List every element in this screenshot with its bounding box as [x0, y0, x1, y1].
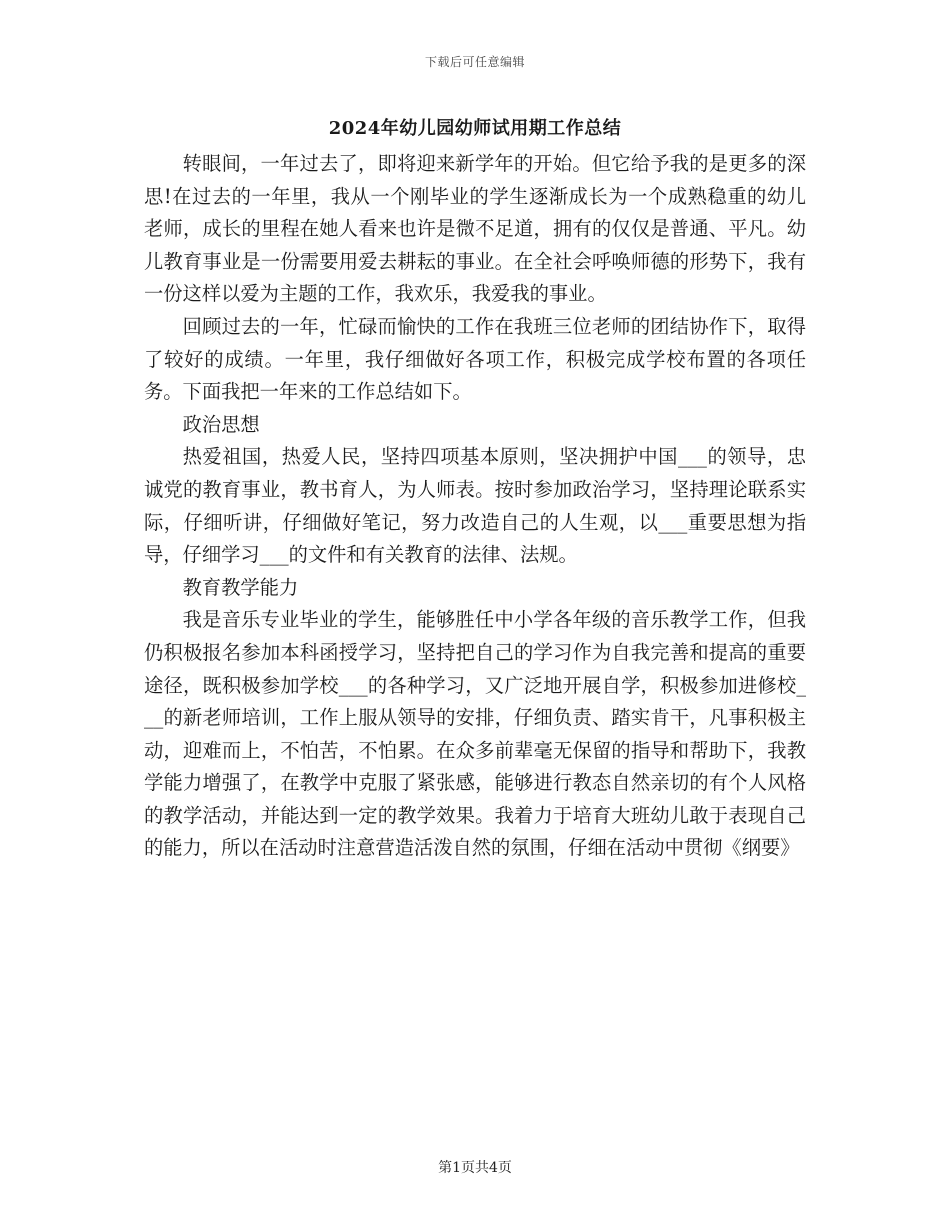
paragraph-teaching: 我是音乐专业毕业的学生，能够胜任中小学各年级的音乐教学工作，但我仍积极报名参加本科函授学习，坚持把自己的学习作为自我完善和提高的重要途径，既积极参加学校___的各种学习，又广泛地开展自学，积极参加进修校___的新老师培训，工作上服从领导的安排，仔细负责、踏实肯干，凡事积极主动，迎难而上，不怕苦，不怕累。在众多前辈毫无保留的指导和帮助下，我教学能力增强了，在教学中克服了紧张感，能够进行教态自然亲切的有个人风格的教学活动，并能达到一定的教学效果。我着力于培育大班幼儿敢于表现自己的能力，所以在活动时注意营造活泼自然的氛围，仔细在活动中贯彻《纲要》	[144, 608, 806, 860]
paragraph-politics: 热爱祖国，热爱人民，坚持四项基本原则，坚决拥护中国___的领导，忠诚党的教育事业，教书育人，为人师表。按时参加政治学习，坚持理论联系实际，仔细听讲，仔细做好笔记，努力改造自己的人生观，以___重要思想为指导，仔细学习___的文件和有关教育的法律、法规。	[144, 445, 806, 567]
section-heading-teaching: 教育教学能力	[182, 575, 299, 599]
paragraph-intro: 转眼间，一年过去了，即将迎来新学年的开始。但它给予我的是更多的深思!在过去的一年里，我从一个刚毕业的学生逐渐成长为一个成熟稳重的幼儿老师，成长的里程在她人看来也许是微不足道，拥有的仅仅是普通、平凡。幼儿教育事业是一份需要用爱去耕耘的事业。在全社会呼唤师德的形势下，我有一份这样以爱为主题的工作，我欢乐，我爱我的事业。	[144, 152, 806, 306]
document-body	[144, 148, 806, 865]
section-heading-politics: 政治思想	[182, 412, 260, 436]
document-title: 2024年幼儿园幼师试用期工作总结	[328, 118, 622, 139]
paragraph-review: 回顾过去的一年，忙碌而愉快的工作在我班三位老师的团结协作下，取得了较好的成绩。一年里，我仔细做好各项工作，积极完成学校布置的各项任务。下面我把一年来的工作总结如下。	[144, 314, 806, 404]
header-note: 下载后可任意编辑	[424, 55, 525, 69]
page-number: 第1页共4页	[438, 1160, 512, 1176]
